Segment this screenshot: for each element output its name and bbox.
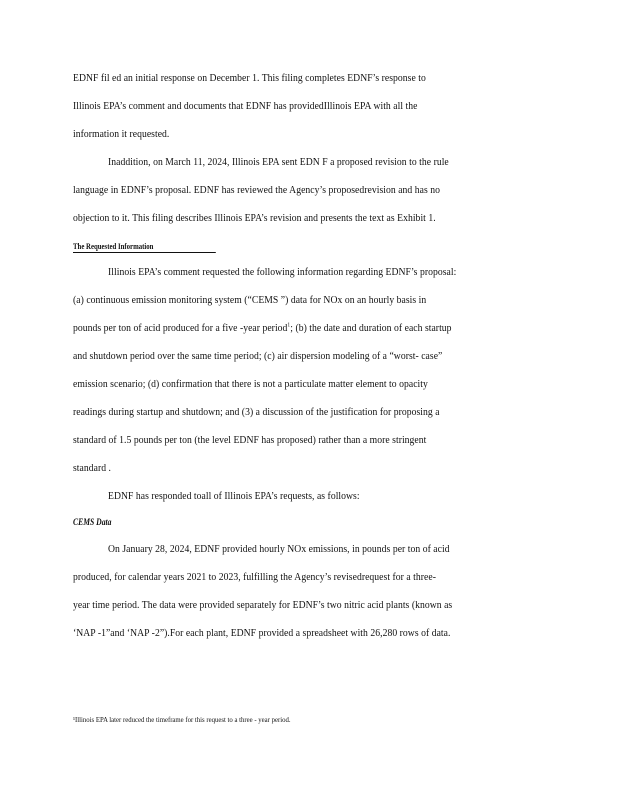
paragraph-1-line-3: information it requested. <box>73 129 170 140</box>
paragraph-3-line-2: (a) continuous emission monitoring system (“CEMS ”) data for NOx on an hourly basis in <box>73 295 427 306</box>
paragraph-5-line-1: On January 28, 2024, EDNF provided hourly NOx emissions, in pounds per ton of acid <box>108 544 450 555</box>
paragraph-2-line-2: language in EDNF’s proposal. EDNF has reviewed the Agency’s proposedrevision and has no <box>73 185 440 196</box>
paragraph-3-line-3-tail: ; (b) the date and duration of each startup <box>290 323 452 334</box>
paragraph-3-line-4: and shutdown period over the same time period; (c) air dispersion modeling of a “worst- case” <box>73 351 443 362</box>
paragraph-4-line-1: EDNF has responded toall of Illinois EPA’s requests, as follows: <box>108 491 360 502</box>
section-heading-cems-data: CEMS Data <box>73 517 112 527</box>
paragraph-5-line-4: ‘NAP -1”and ‘NAP -2”).For each plant, EDNF provided a spreadsheet with 26,280 rows of data. <box>73 628 451 639</box>
paragraph-5-line-2: produced, for calendar years 2021 to 2023, fulfilling the Agency’s revisedrequest for a three- <box>73 572 436 583</box>
paragraph-3-line-8: standard . <box>73 463 112 474</box>
footnote-reference[interactable]: 1 <box>287 322 291 329</box>
paragraph-2-line-3: objection to it. This filing describes Illinois EPA’s revision and presents the text as Exhibit 1. <box>73 213 436 224</box>
footnote-text: ¹Illinois EPA later reduced the timeframe for this request to a three - year period. <box>73 715 291 724</box>
paragraph-1-line-1: EDNF fil ed an initial response on December 1. This filing completes EDNF’s response to <box>73 73 426 84</box>
paragraph-3-line-1: Illinois EPA’s comment requested the following information regarding EDNF’s proposal: <box>108 267 457 278</box>
paragraph-3-line-5: emission scenario; (d) confirmation that there is not a particulate matter element to opacity <box>73 379 428 390</box>
paragraph-5-line-3: year time period. The data were provided separately for EDNF’s two nitric acid plants (known as <box>73 600 453 611</box>
paragraph-3-line-6: readings during startup and shutdown; and (3) a discussion of the justification for proposing a <box>73 407 440 418</box>
paragraph-2-line-1: Inaddition, on March 11, 2024, Illinois EPA sent EDN F a proposed revision to the rule <box>108 157 449 168</box>
paragraph-3-line-7: standard of 1.5 pounds per ton (the level EDNF has proposed) rather than a more stringent <box>73 435 427 446</box>
paragraph-1-line-2: Illinois EPA’s comment and documents that EDNF has providedIllinois EPA with all the <box>73 101 418 112</box>
section-heading-requested-information: The Requested Information <box>73 242 216 253</box>
paragraph-3-line-3-text: pounds per ton of acid produced for a five -year period <box>73 323 288 334</box>
paragraph-3-line-3 <box>73 322 498 336</box>
